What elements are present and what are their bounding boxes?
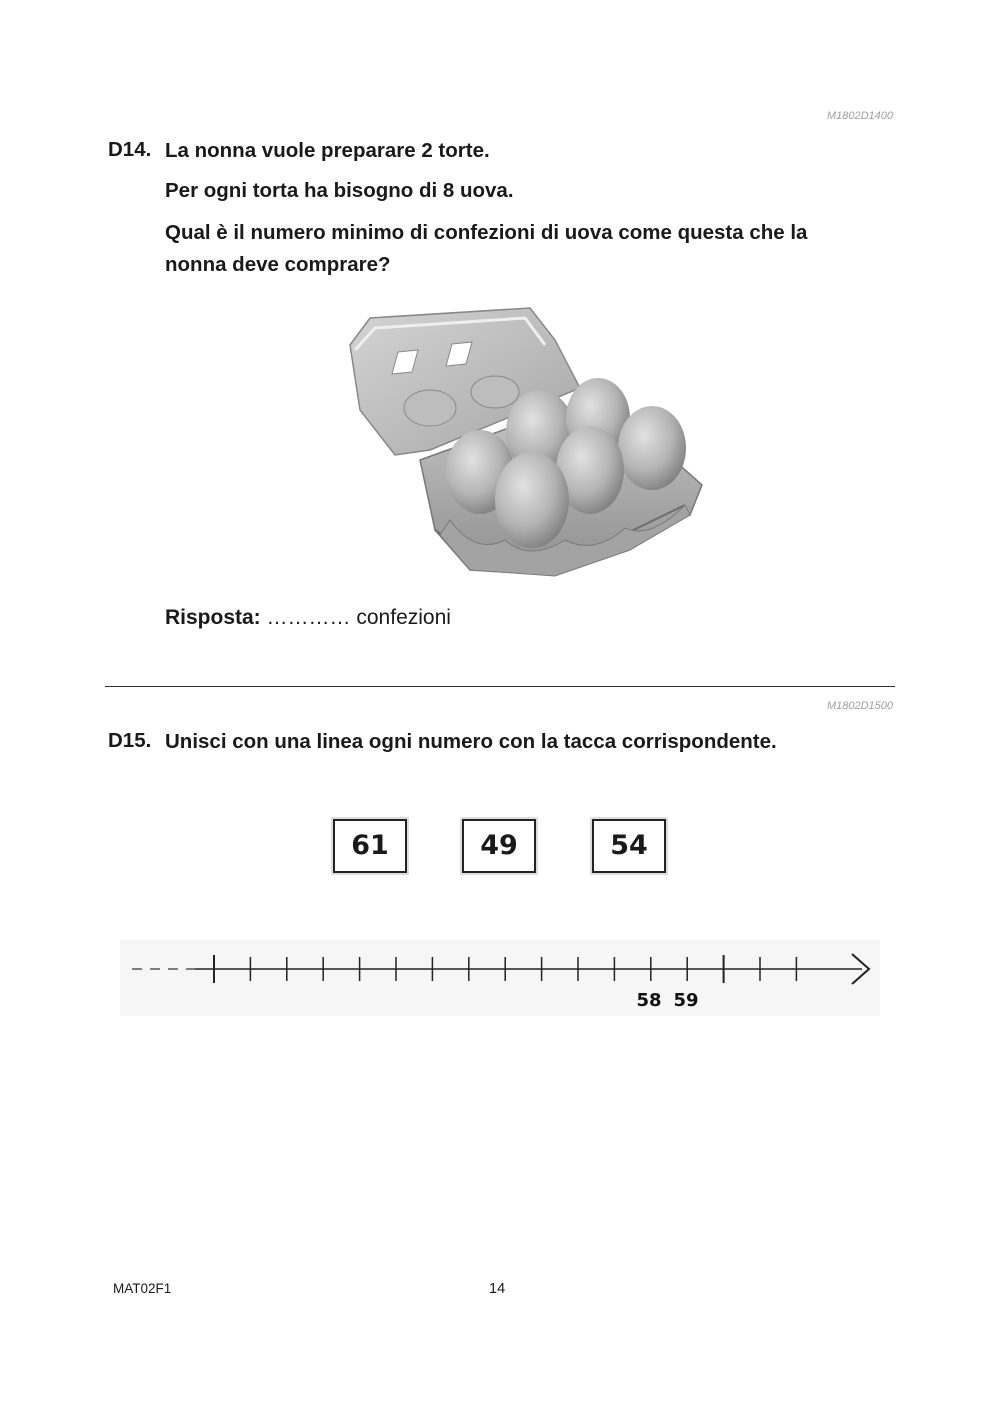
question-code-d15: M1802D1500 — [826, 700, 893, 712]
question-line-1: La nonna vuole preparare 2 torte. — [165, 139, 490, 162]
tick-label-58: 58 — [636, 990, 662, 1011]
question-code-d14: M1802D1400 — [826, 110, 893, 122]
answer-line[interactable] — [165, 606, 451, 630]
question-line-4: nonna deve comprare? — [165, 253, 391, 276]
number-box-61[interactable]: 61 — [333, 819, 407, 873]
question-number-d15: D15. — [108, 729, 152, 752]
question-instruction-d15: Unisci con una linea ogni numero con la tacca corrispondente. — [165, 730, 777, 753]
answer-unit: confezioni — [356, 606, 451, 629]
page-number: 14 — [489, 1281, 506, 1297]
tick-label-59: 59 — [673, 990, 699, 1011]
section-divider — [105, 686, 895, 687]
egg-carton-illustration — [340, 300, 710, 580]
number-box-54[interactable]: 54 — [592, 819, 666, 873]
number-line[interactable] — [120, 940, 880, 1020]
question-number-d14: D14. — [108, 138, 152, 161]
question-line-3: Qual è il numero minimo di confezioni di uova come questa che la — [165, 221, 808, 244]
question-line-2: Per ogni torta ha bisogno di 8 uova. — [165, 179, 514, 202]
number-box-49[interactable]: 49 — [462, 819, 536, 873]
answer-blank[interactable]: ………… — [266, 606, 351, 629]
answer-label: Risposta: — [165, 606, 261, 629]
document-code: MAT02F1 — [113, 1281, 172, 1296]
